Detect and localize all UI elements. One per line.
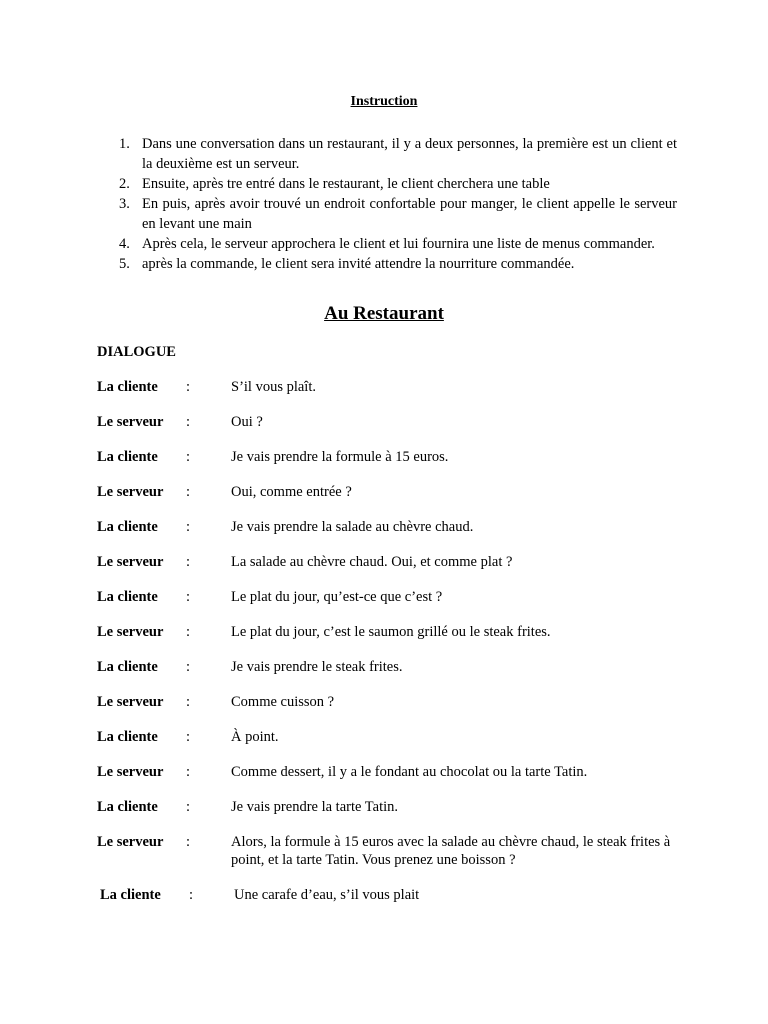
dialogue-text: Je vais prendre le steak frites. (231, 659, 403, 675)
speaker-name: Le serveur (97, 694, 164, 710)
instruction-text: En puis, après avoir trouvé un endroit confortable pour manger, le client appelle le serveur en levant une main (142, 196, 677, 232)
speaker-name: La cliente (97, 379, 158, 395)
speaker-colon: : (186, 484, 191, 500)
dialogue-heading: DIALOGUE (97, 344, 176, 360)
speaker-colon: : (186, 589, 191, 605)
speaker-colon: : (186, 554, 191, 570)
speaker-name: La cliente (100, 887, 161, 903)
dialogue-text: Je vais prendre la salade au chèvre chaud. (231, 519, 474, 535)
instruction-text: Après cela, le serveur approchera le client et lui fournira une liste de menus commander. (142, 236, 655, 252)
dialogue-text: Le plat du jour, c’est le saumon grillé ou le steak frites. (231, 624, 551, 640)
dialogue-text: À point. (231, 729, 279, 745)
speaker-name: Le serveur (97, 764, 164, 780)
speaker-name: La cliente (97, 659, 158, 675)
speaker-colon: : (186, 624, 191, 640)
speaker-name: La cliente (97, 799, 158, 815)
dialogue-text: Comme cuisson ? (231, 694, 335, 710)
instruction-item (97, 234, 677, 254)
section-title: Au Restaurant (324, 303, 444, 324)
dialogue-text: Oui, comme entrée ? (231, 484, 352, 500)
speaker-colon: : (189, 887, 194, 903)
instruction-item (97, 134, 677, 174)
instruction-number: 4. (119, 236, 130, 252)
instruction-list (97, 134, 677, 274)
speaker-colon: : (186, 519, 191, 535)
instruction-number: 2. (119, 176, 130, 192)
instruction-text: Dans une conversation dans un restaurant, il y a deux personnes, la première est un client et la deuxième est un serveur. (142, 136, 677, 172)
speaker-colon: : (186, 729, 191, 745)
speaker-name: La cliente (97, 729, 158, 745)
dialogue-text: Je vais prendre la formule à 15 euros. (231, 449, 449, 465)
instruction-text: après la commande, le client sera invité attendre la nourriture commandée. (142, 256, 575, 272)
instruction-number: 3. (119, 196, 130, 212)
dialogue-text: Je vais prendre la tarte Tatin. (231, 799, 399, 815)
dialogue-text: Comme dessert, il y a le fondant au chocolat ou la tarte Tatin. (231, 764, 588, 780)
instruction-title: Instruction (350, 94, 418, 109)
instruction-item (97, 194, 677, 234)
speaker-name: Le serveur (97, 484, 164, 500)
dialogue-text: S’il vous plaît. (231, 379, 316, 395)
speaker-name: La cliente (97, 449, 158, 465)
instruction-number: 5. (119, 256, 130, 272)
speaker-colon: : (186, 379, 191, 395)
dialogue-text: Une carafe d’eau, s’il vous plait (234, 887, 420, 903)
speaker-colon: : (186, 694, 191, 710)
speaker-colon: : (186, 764, 191, 780)
instruction-number: 1. (119, 136, 130, 152)
dialogue-text: La salade au chèvre chaud. Oui, et comme plat ? (231, 554, 513, 570)
speaker-name: Le serveur (97, 554, 164, 570)
instruction-item (97, 174, 677, 194)
speaker-colon: : (186, 414, 191, 430)
speaker-colon: : (186, 799, 191, 815)
dialogue-text: Oui ? (231, 414, 263, 430)
dialogue-text: Alors, la formule à 15 euros avec la salade au chèvre chaud, le steak frites à point, et la tarte Tatin. Vous prenez une boisson ? (231, 834, 671, 868)
speaker-colon: : (186, 659, 191, 675)
instruction-text: Ensuite, après tre entré dans le restaurant, le client cherchera une table (142, 176, 550, 192)
speaker-name: Le serveur (97, 624, 164, 640)
speaker-colon: : (186, 834, 191, 850)
speaker-name: La cliente (97, 519, 158, 535)
speaker-name: La cliente (97, 589, 158, 605)
speaker-name: Le serveur (97, 414, 164, 430)
speaker-colon: : (186, 449, 191, 465)
dialogue-text: Le plat du jour, qu’est-ce que c’est ? (231, 589, 443, 605)
instruction-item (97, 254, 677, 274)
speaker-name: Le serveur (97, 834, 164, 850)
